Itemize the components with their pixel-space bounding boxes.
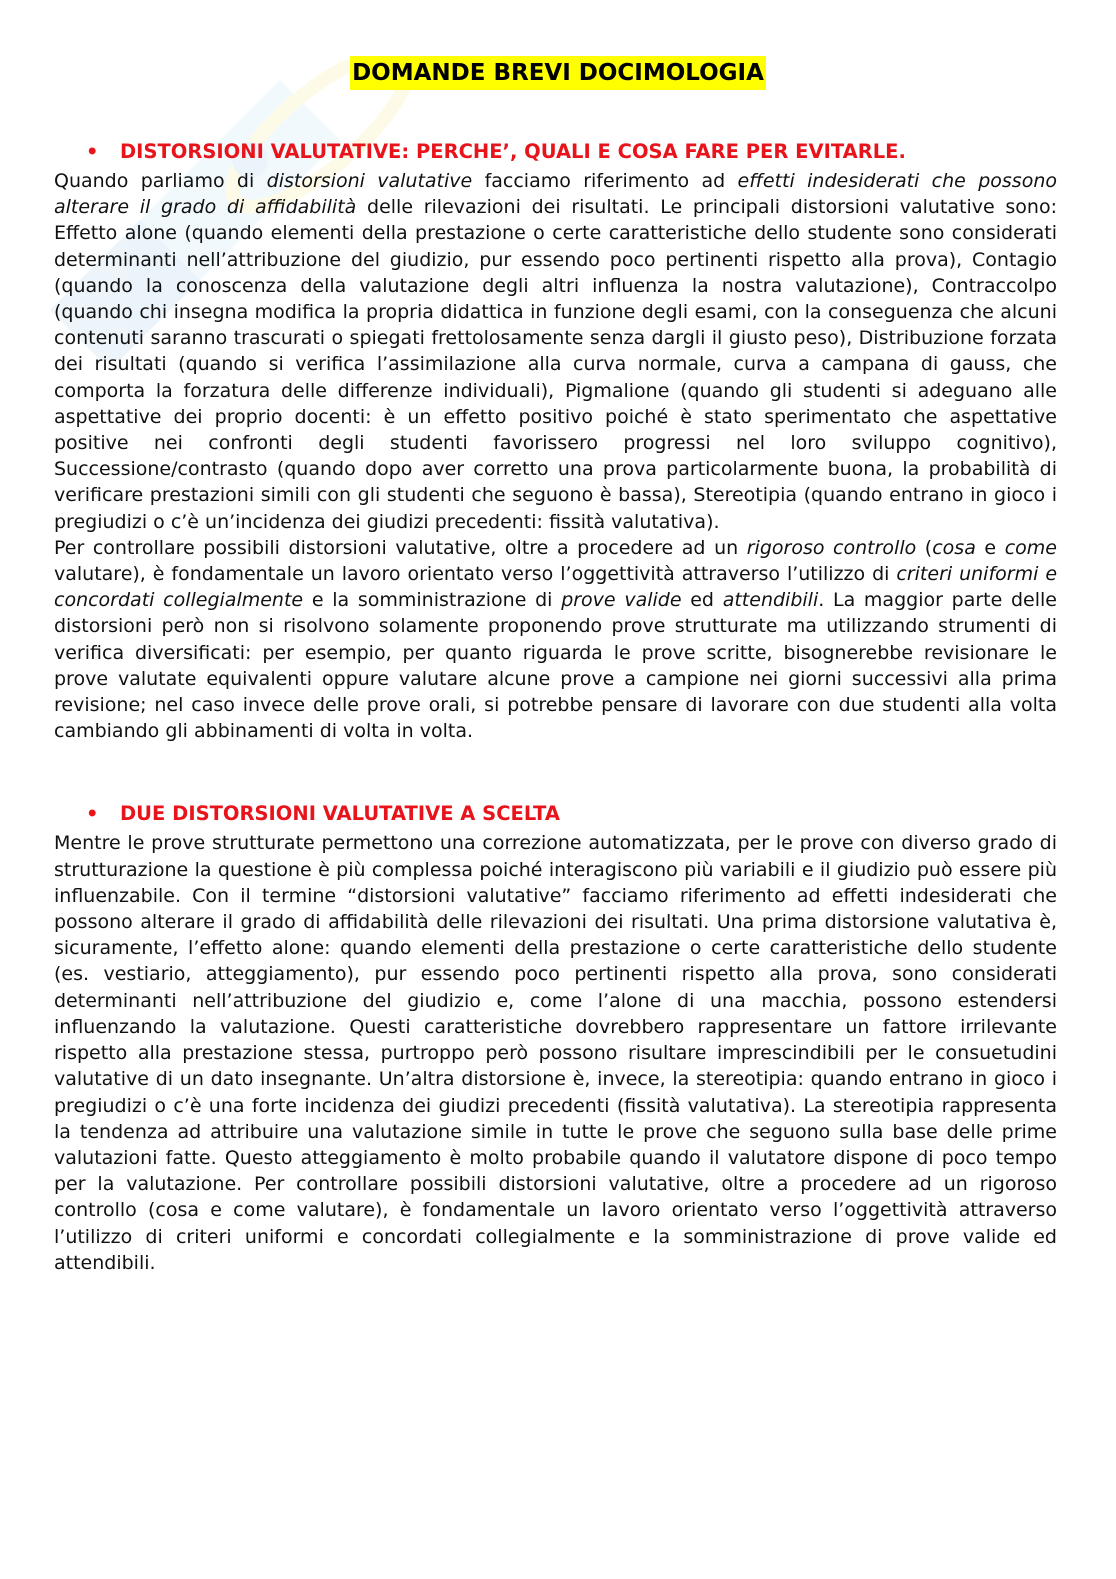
bullet-icon: • xyxy=(86,802,99,826)
section-heading-text: DUE DISTORSIONI VALUTATIVE A SCELTA xyxy=(120,802,560,826)
section-heading-due-distorsioni xyxy=(54,800,1057,828)
section-spacer xyxy=(54,744,1057,774)
paragraph-distorsioni-elenco: Quando parliamo di distorsioni valutative facciamo riferimento ad effetti indesiderati che possono alterare il grado di affidabilità delle rilevazioni dei risultati. Le principali distorsioni valutative sono: Effetto alone (quando elementi della prestazione o certe caratteristiche dello studente sono considerati determinanti nell’attribuzione del giudizio, pur essendo poco pertinenti rispetto alla prova), Contagio (quando la conoscenza della valutazione degli altri influenza la nostra valutazione), Contraccolpo (quando chi insegna modifica la propria didattica in funzione degli esami, con la conseguenza che alcuni contenuti saranno trascurati o spiegati frettolosamente senza dargli il giusto peso), Distribuzione forzata dei risultati (quando si verifica l’assimilazione alla curva normale, curva a campana di gauss, che comporta la forzatura delle differenze individuali), Pigmalione (quando gli studenti si adeguano alle aspettative dei proprio docenti: è un effetto positivo poiché è stato sperimentato che aspettative positive nei confronti degli studenti favorissero progressi nel loro sviluppo cognitivo), Successione/contrasto (quando dopo aver corretto una prova particolarmente buona, la probabilità di verificare prestazioni simili con gli studenti che seguono è bassa), Stereotipia (quando entrano in gioco i pregiudizi o c’è un’incidenza dei giudizi precedenti: fissità valutativa). xyxy=(54,170,1057,533)
document-title: DOMANDE BREVI DOCIMOLOGIA xyxy=(350,56,766,90)
bullet-icon: • xyxy=(86,140,99,163)
title-wrapper xyxy=(0,56,1116,90)
document-content xyxy=(54,138,1057,1276)
section-heading-distorsioni xyxy=(54,138,1057,166)
section-spacer xyxy=(54,774,1057,800)
paragraph-distorsioni-controllo: Per controllare possibili distorsioni valutative, oltre a procedere ad un rigoroso controllo (cosa e come valutare), è fondamentale un lavoro orientato verso l’oggettività attraverso l’utilizzo di criteri uniformi e concordati collegialmente e la somministrazione di prove valide ed attendibili. La maggior parte delle distorsioni però non si risolvono solamente proponendo prove strutturate ma utilizzando strumenti di verifica diversificati: per esempio, per quanto riguarda le prove scritte, bisognerebbe revisionare le prove valutate equivalenti oppure valutare alcune prove a campione nei giorni successivi alla prima revisione; nel caso invece delle prove orali, si potrebbe pensare di lavorare con due studenti alla volta cambiando gli abbinamenti di volta in volta. xyxy=(54,536,1058,743)
paragraph-due-distorsioni: Mentre le prove strutturate permettono una correzione automatizzata, per le prove con diverso grado di strutturazione la questione è più complessa poiché interagiscono più variabili e il giudizio può essere più influenzabile. Con il termine “distorsioni valutative” facciamo riferimento ad effetti indesiderati che possono alterare il grado di affidabilità delle rilevazioni dei risultati. Una prima distorsione valutativa è, sicuramente, l’effetto alone: quando elementi della prestazione o certe caratteristiche dello studente (es. vestiario, atteggiamento), pur essendo poco pertinenti rispetto alla prova, sono considerati determinanti nell’attribuzione del giudizio e, come l’alone di una macchia, possono estendersi influenzando la valutazione. Questi caratteristiche dovrebbero rappresentare un fattore irrilevante rispetto alla prestazione stessa, purtroppo però possono risultare imprescindibili per le consuetudini valutative di un dato insegnante. Un’altra distorsione è, invece, la stereotipia: quando entrano in gioco i pregiudizi o c’è una forte incidenza dei giudizi precedenti (fissità valutativa). La stereotipia rappresenta la tendenza ad attribuire una valutazione simile in tutte le prove che seguono sulla base delle prime valutazioni fatte. Questo atteggiamento è molto probabile quando il valutatore dispone di poco tempo per la valutazione. Per controllare possibili distorsioni valutative, oltre a procedere ad un rigoroso controllo (cosa e come valutare), è fondamentale un lavoro orientato verso l’oggettività attraverso l’utilizzo di criteri uniformi e concordati collegialmente e la somministrazione di prove valide ed attendibili. xyxy=(54,832,1057,1274)
section-heading-text: DISTORSIONI VALUTATIVE: PERCHE’, QUALI E COSA FARE PER EVITARLE. xyxy=(120,140,906,163)
